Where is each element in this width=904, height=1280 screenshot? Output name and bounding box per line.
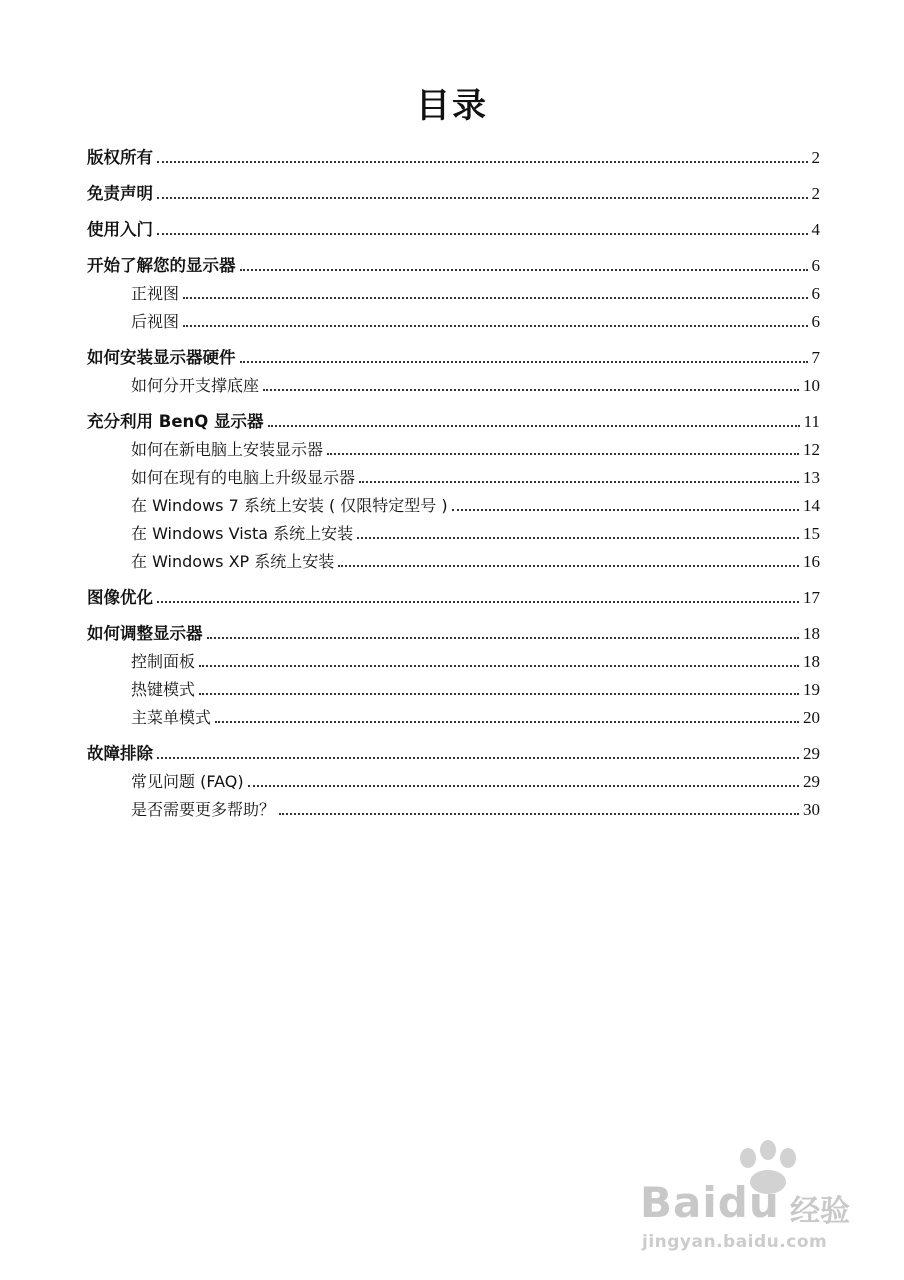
toc-dot-leader [157, 197, 808, 199]
toc-page-number: 10 [803, 376, 820, 395]
toc-page-number: 6 [811, 256, 820, 275]
toc-entry-label: 如何调整显示器 [87, 624, 203, 643]
toc-dot-leader [183, 325, 807, 327]
toc-entry-label: 在 Windows XP 系统上安装 [131, 552, 335, 571]
toc-section-entry[interactable] [131, 460, 820, 488]
toc-chapter-entry[interactable] [87, 580, 820, 608]
toc-section-entry[interactable] [131, 488, 820, 516]
toc-dot-leader [157, 757, 799, 759]
toc-page-number: 19 [803, 680, 820, 699]
toc-section-entry[interactable] [131, 764, 820, 792]
toc-dot-leader [268, 425, 800, 427]
watermark-url: jingyan.baidu.com [642, 1232, 828, 1252]
toc-entry-label: 主菜单模式 [131, 708, 212, 727]
toc-dot-leader [199, 665, 799, 667]
toc-page-number: 11 [803, 412, 820, 431]
toc-section-entry[interactable] [131, 792, 820, 820]
toc-page-number: 2 [811, 148, 820, 167]
toc-section-entry[interactable] [131, 544, 820, 572]
toc-entry-label: 后视图 [131, 312, 180, 331]
watermark-brand-bai: Bai [640, 1178, 718, 1227]
toc-page-number: 29 [803, 772, 820, 791]
toc-entry-label: 免责声明 [87, 184, 153, 203]
toc-section-entry[interactable] [131, 432, 820, 460]
page-title: 目录 [416, 86, 488, 126]
toc-page-number: 2 [811, 184, 820, 203]
toc-entry-label: 是否需要更多帮助？ [131, 800, 276, 819]
toc-page-number: 29 [803, 744, 820, 763]
toc-dot-leader [452, 509, 799, 511]
toc-dot-leader [207, 637, 800, 639]
toc-entry-label: 使用入门 [87, 220, 153, 239]
toc-page-number: 7 [811, 348, 820, 367]
toc-entry-label: 常见问题 (FAQ) [131, 772, 244, 791]
toc-dot-leader [240, 361, 808, 363]
toc-dot-leader [359, 481, 799, 483]
toc-page-number: 16 [803, 552, 820, 571]
toc-dot-leader [215, 721, 799, 723]
toc-section-entry[interactable] [131, 276, 820, 304]
toc-dot-leader [248, 785, 799, 787]
watermark-brand [640, 1178, 780, 1227]
toc-page-number: 18 [803, 652, 820, 671]
toc-page-number: 12 [803, 440, 820, 459]
toc-entry-label: 图像优化 [87, 588, 153, 607]
toc-section-entry[interactable] [131, 700, 820, 728]
toc-page-number: 20 [803, 708, 820, 727]
toc-entry-label: 版权所有 [87, 148, 153, 167]
toc-page-number: 17 [803, 588, 820, 607]
toc-entry-label: 在 Windows 7 系统上安装 ( 仅限特定型号 ) [131, 496, 448, 515]
toc-chapter-entry[interactable] [87, 404, 820, 432]
toc-dot-leader [199, 693, 799, 695]
toc-dot-leader [338, 565, 799, 567]
toc-entry-label: 正视图 [131, 284, 180, 303]
watermark-brand-du: du [717, 1178, 780, 1227]
toc-entry-label: 故障排除 [87, 744, 153, 763]
toc-section-entry[interactable] [131, 644, 820, 672]
table-of-contents [87, 140, 820, 820]
toc-entry-label: 如何在现有的电脑上升级显示器 [131, 468, 356, 487]
toc-page-number: 6 [811, 284, 820, 303]
toc-entry-label: 开始了解您的显示器 [87, 256, 236, 275]
toc-section-entry[interactable] [131, 304, 820, 332]
toc-page-number: 14 [803, 496, 820, 515]
toc-chapter-entry[interactable] [87, 616, 820, 644]
toc-dot-leader [279, 813, 799, 815]
toc-page-number: 18 [803, 624, 820, 643]
toc-entry-label: 控制面板 [131, 652, 196, 671]
toc-entry-label: 充分利用 BenQ 显示器 [87, 412, 264, 431]
toc-dot-leader [183, 297, 807, 299]
toc-chapter-entry[interactable] [87, 248, 820, 276]
toc-page-number: 13 [803, 468, 820, 487]
toc-entry-label: 热键模式 [131, 680, 196, 699]
toc-entry-label: 在 Windows Vista 系统上安装 [131, 524, 354, 543]
toc-dot-leader [240, 269, 808, 271]
toc-section-entry[interactable] [131, 672, 820, 700]
watermark-brand-cn: 经验 [790, 1194, 850, 1229]
toc-entry-label: 如何在新电脑上安装显示器 [131, 440, 324, 459]
toc-chapter-entry[interactable] [87, 340, 820, 368]
toc-page-number: 6 [811, 312, 820, 331]
toc-chapter-entry[interactable] [87, 176, 820, 204]
baidu-jingyan-watermark [640, 1140, 890, 1250]
toc-dot-leader [263, 389, 799, 391]
toc-dot-leader [357, 537, 799, 539]
toc-dot-leader [157, 161, 808, 163]
toc-chapter-entry[interactable] [87, 736, 820, 764]
toc-section-entry[interactable] [131, 368, 820, 396]
toc-page-number: 15 [803, 524, 820, 543]
toc-entry-label: 如何分开支撑底座 [131, 376, 260, 395]
toc-page-number: 30 [803, 800, 820, 819]
toc-dot-leader [327, 453, 799, 455]
toc-chapter-entry[interactable] [87, 140, 820, 168]
toc-section-entry[interactable] [131, 516, 820, 544]
toc-dot-leader [157, 601, 799, 603]
toc-chapter-entry[interactable] [87, 212, 820, 240]
toc-dot-leader [157, 233, 808, 235]
toc-page-number: 4 [811, 220, 820, 239]
toc-entry-label: 如何安装显示器硬件 [87, 348, 236, 367]
